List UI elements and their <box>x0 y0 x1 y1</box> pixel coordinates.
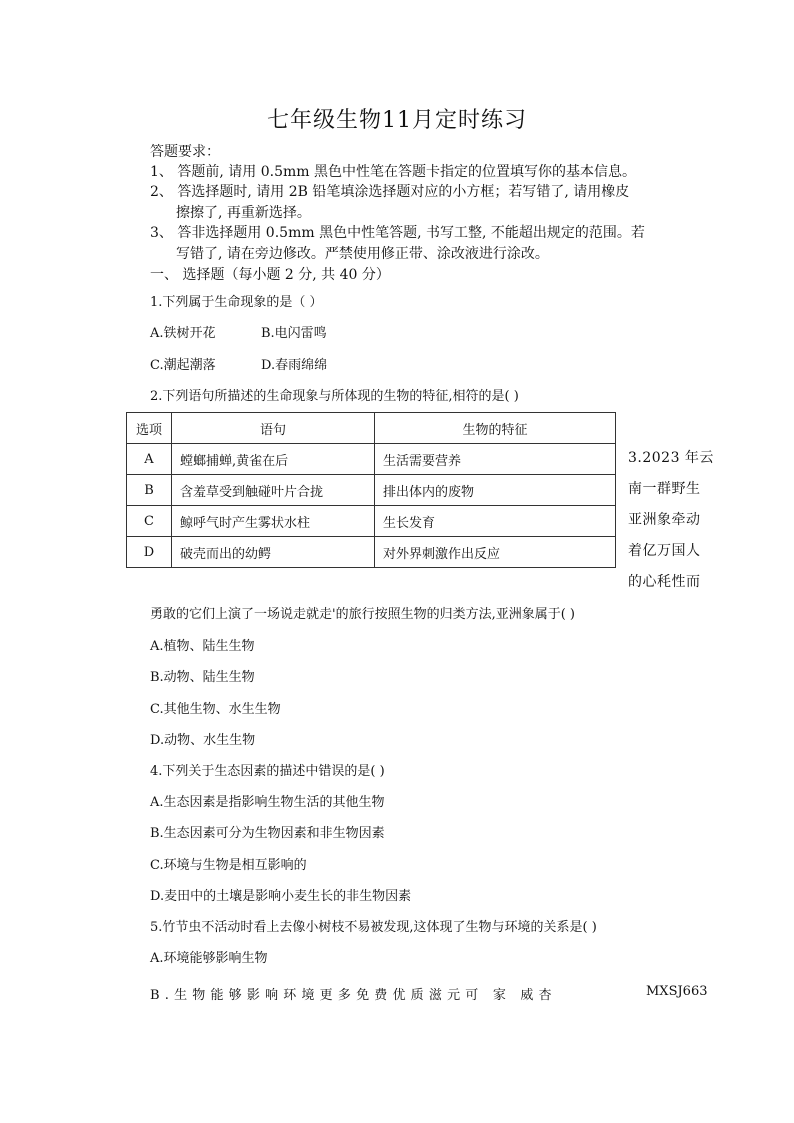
question-3-side-line: 南一群野生 <box>628 481 701 497</box>
table-cell-option: B <box>127 475 172 506</box>
question-5-option-b: B.生物能够影响环境更多免费优质滋元可 家 威杏 <box>150 988 557 1003</box>
table-header-row <box>127 413 616 444</box>
table-cell-option: D <box>127 537 172 568</box>
question-5-stem: 5.竹节虫不活动时看上去像小树枝不易被发现,这体现了生物与环境的关系是( ) <box>150 920 597 935</box>
question-2-table <box>126 412 616 568</box>
table-cell-sentence: 含羞草受到触碰叶片合拢 <box>172 475 375 506</box>
question-1-option-d: D.春雨绵绵 <box>261 358 328 373</box>
section-heading: 一、 选择题（每小题 2 分, 共 40 分） <box>150 267 390 283</box>
question-1-option-a: A.铁树开花 <box>150 326 216 341</box>
table-row <box>127 444 616 475</box>
question-3-stem: 勇敢的它们上演了一场说走就走'的旅行按照生物的归类方法,亚洲象属于( ) <box>150 607 575 622</box>
question-3-side-line: 亚洲象牵动 <box>628 512 701 528</box>
table-cell-feature: 排出体内的废物 <box>375 475 616 506</box>
table-cell-sentence: 破壳而出的幼鳄 <box>172 537 375 568</box>
question-1-option-b: B.电闪雷鸣 <box>261 326 327 341</box>
question-1-stem: 1.下列属于生命现象的是（ ） <box>150 295 323 310</box>
question-3-option-d: D.动物、水生生物 <box>150 733 256 748</box>
table-cell-sentence: 螳螂捕蝉,黄雀在后 <box>172 444 375 475</box>
question-4-stem: 4.下列关于生态因素的描述中错误的是( ) <box>150 764 385 779</box>
table-header-cell: 选项 <box>127 413 172 444</box>
question-4-option-a: A.生态因素是指影响生物生活的其他生物 <box>150 795 385 810</box>
table-header-cell: 语句 <box>172 413 375 444</box>
table-row <box>127 475 616 506</box>
question-2-stem: 2.下列语句所描述的生命现象与所体现的生物的特征,相符的是( ) <box>150 389 519 404</box>
question-4-option-d: D.麦田中的土壤是影响小麦生长的非生物因素 <box>150 889 412 904</box>
question-3-side-line: 着亿万国人 <box>628 543 701 559</box>
question-4-option-b: B.生态因素可分为生物因素和非生物因素 <box>150 826 385 841</box>
requirement-1: 1、 答题前, 请用 0.5mm 黑色中性笔在答题卡指定的位置填写你的基本信息。 <box>150 164 636 180</box>
question-3-option-b: B.动物、陆生生物 <box>150 670 255 685</box>
table-cell-feature: 对外界刺激作出反应 <box>375 537 616 568</box>
question-4-option-c: C.环境与生物是相互影响的 <box>150 858 307 873</box>
page-title: 七年级生物11月定时练习 <box>267 108 527 133</box>
question-3-side-line: 的心秏性而 <box>628 574 701 590</box>
table-row <box>127 506 616 537</box>
requirement-3-continued: 写错了, 请在旁边修改。严禁使用修正带、涂改液进行涂改。 <box>176 246 549 262</box>
requirement-2: 2、 答选择题时, 请用 2B 铅笔填涂选择题对应的小方框；若写错了, 请用橡皮 <box>150 184 630 200</box>
table-cell-option: A <box>127 444 172 475</box>
requirement-3: 3、 答非选择题用 0.5mm 黑色中性笔答题, 书写工整, 不能超出规定的范围。若 <box>150 225 645 241</box>
table-cell-sentence: 鲸呼气时产生雾状水柱 <box>172 506 375 537</box>
table-cell-option: C <box>127 506 172 537</box>
question-1-option-c: C.潮起潮落 <box>150 358 216 373</box>
requirement-2-continued: 擦擦了, 再重新选择。 <box>176 205 311 221</box>
question-3-side-line: 3.2023 年云 <box>628 450 714 466</box>
question-3-option-c: C.其他生物、水生生物 <box>150 702 281 717</box>
question-3-option-a: A.植物、陆生生物 <box>150 639 255 654</box>
table-row <box>127 537 616 568</box>
requirements-heading: 答题要求： <box>150 144 220 160</box>
table-cell-feature: 生长发育 <box>375 506 616 537</box>
table-cell-feature: 生活需要营养 <box>375 444 616 475</box>
document-code: MXSJ663 <box>646 984 708 999</box>
question-5-option-a: A.环境能够影响生物 <box>150 951 268 966</box>
table-header-cell: 生物的特征 <box>375 413 616 444</box>
